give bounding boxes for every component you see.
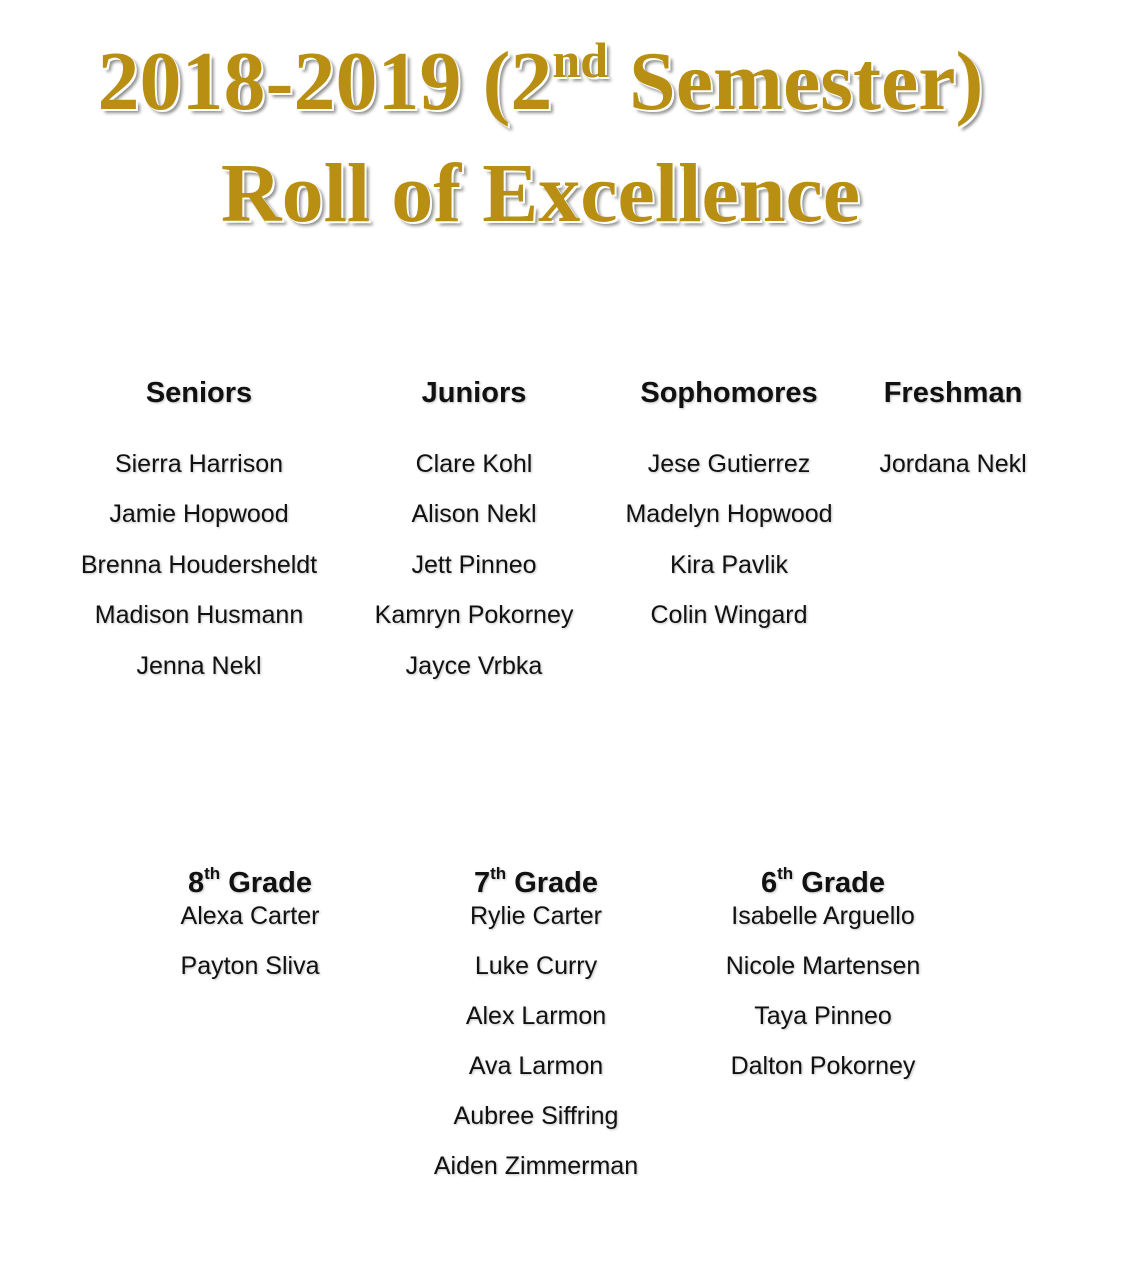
grade-8-column bbox=[181, 866, 320, 1001]
list-item: Taya Pinneo bbox=[754, 1001, 892, 1030]
list-item: Kamryn Pokorney bbox=[374, 601, 574, 630]
grade-8-heading: 8th Grade bbox=[187, 864, 313, 899]
list-item: Dalton Pokorney bbox=[730, 1051, 916, 1080]
page-title-line-1 bbox=[0, 32, 1101, 128]
title-ordinal-suffix: nd bbox=[552, 32, 609, 88]
list-item: Aiden Zimmerman bbox=[433, 1151, 639, 1180]
sophomores-heading: Sophomores bbox=[640, 377, 818, 409]
title-semester: Semester) bbox=[608, 35, 984, 128]
page-title-line-2: Roll of Excellence bbox=[220, 147, 861, 240]
list-item: Jayce Vrbka bbox=[405, 651, 543, 680]
list-item: Clare Kohl bbox=[415, 449, 533, 478]
juniors-list bbox=[375, 449, 574, 702]
list-item: Jese Gutierrez bbox=[647, 449, 811, 478]
list-item: Rylie Carter bbox=[470, 901, 602, 930]
seniors-heading: Seniors bbox=[145, 377, 253, 409]
grade-6-heading: 6th Grade bbox=[760, 864, 886, 899]
grade-6-list bbox=[726, 901, 921, 1101]
grade-6-column bbox=[726, 866, 921, 1101]
seniors-list bbox=[81, 449, 317, 702]
list-item: Jett Pinneo bbox=[411, 550, 537, 579]
list-item: Payton Sliva bbox=[180, 951, 320, 980]
freshman-list bbox=[879, 449, 1026, 500]
list-item: Madelyn Hopwood bbox=[625, 500, 833, 529]
freshman-column bbox=[879, 376, 1026, 499]
list-item: Jenna Nekl bbox=[136, 651, 262, 680]
list-item: Jordana Nekl bbox=[879, 449, 1027, 478]
list-item: Aubree Siffring bbox=[453, 1101, 619, 1130]
juniors-heading: Juniors bbox=[421, 377, 527, 409]
seniors-column bbox=[81, 376, 317, 701]
list-item: Alex Larmon bbox=[465, 1001, 607, 1030]
list-item: Jamie Hopwood bbox=[109, 500, 289, 529]
list-item: Kira Pavlik bbox=[669, 550, 789, 579]
list-item: Luke Curry bbox=[474, 951, 598, 980]
list-item: Alexa Carter bbox=[180, 901, 320, 930]
grade-8-list bbox=[181, 901, 320, 1001]
juniors-column bbox=[375, 376, 574, 701]
list-item: Colin Wingard bbox=[650, 601, 808, 630]
title-year-range: 2018-2019 (2 bbox=[97, 35, 553, 128]
list-item: Madison Husmann bbox=[94, 601, 304, 630]
list-item: Sierra Harrison bbox=[114, 449, 284, 478]
grade-7-list bbox=[434, 901, 638, 1201]
grade-7-heading: 7th Grade bbox=[473, 864, 599, 899]
freshman-heading: Freshman bbox=[883, 377, 1023, 409]
list-item: Nicole Martensen bbox=[725, 951, 921, 980]
grade-7-column bbox=[434, 866, 638, 1201]
list-item: Alison Nekl bbox=[411, 500, 537, 529]
sophomores-column bbox=[625, 376, 832, 651]
list-item: Isabelle Arguello bbox=[731, 901, 915, 930]
sophomores-list bbox=[625, 449, 832, 651]
list-item: Ava Larmon bbox=[468, 1051, 604, 1080]
list-item: Brenna Houdersheldt bbox=[80, 550, 318, 579]
